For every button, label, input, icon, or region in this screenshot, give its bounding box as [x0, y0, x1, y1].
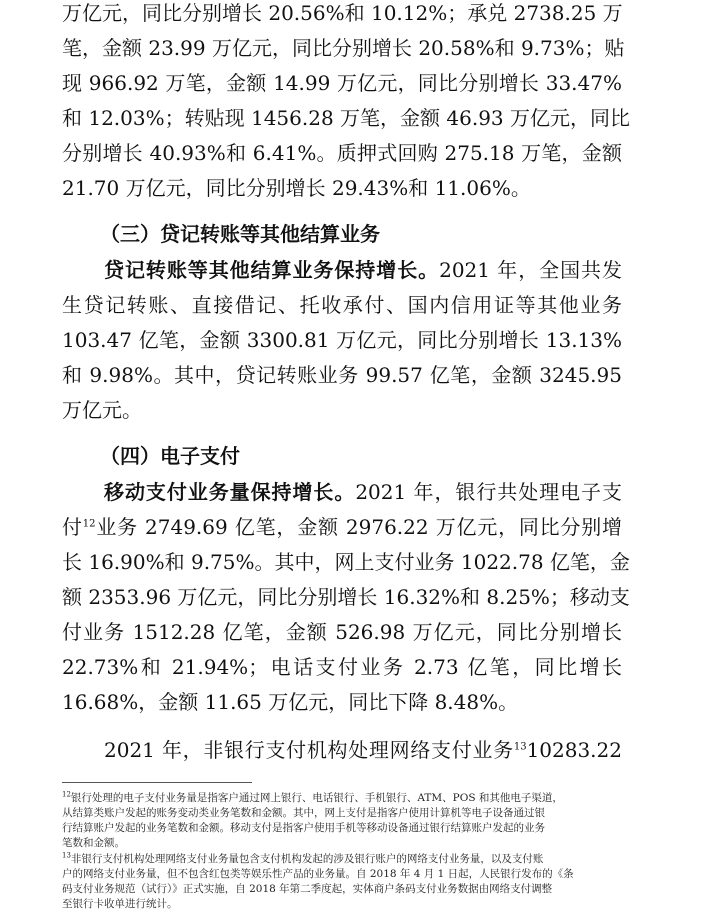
footnote-13-line: 码支付业务规范（试行）》正式实施，自 2018 年第二季度起，实体商户条码支付业务数据由网络支付调整	[62, 883, 553, 895]
body-line: 和 9.98%。其中，贷记转账业务 99.57 亿笔，金额 3245.95	[62, 363, 622, 387]
body-line: 16.68%，金额 11.65 万亿元，同比下降 8.48%。	[62, 690, 519, 714]
body-line: 分别增长 40.93%和 6.41%。质押式回购 275.18 万笔，金额	[62, 141, 622, 165]
paragraph-first-line	[104, 480, 622, 504]
body-line: 付业务 1512.28 亿笔，金额 526.98 万亿元，同比分别增长	[62, 620, 622, 644]
paragraph-text: 2021 年，银行共处理电子支	[355, 480, 622, 504]
body-line: 长 16.90%和 9.75%。其中，网上支付业务 1022.78 亿笔，金	[62, 550, 630, 574]
footnote-12-line	[62, 791, 617, 806]
paragraph-first-line	[104, 258, 622, 282]
body-line: 笔，金额 23.99 万亿元，同比分别增长 20.58%和 9.73%；贴	[62, 36, 625, 60]
body-line	[62, 515, 622, 539]
footnote-text: 非银行支付机构处理网络支付业务量包含支付机构发起的涉及银行账户的网络支付业务量，以及支付账	[70, 853, 544, 865]
paragraph-text: 2021 年，全国共发	[439, 258, 623, 282]
body-line: 生贷记转账、直接借记、托收承付、国内信用证等其他业务	[62, 293, 622, 317]
paragraph-lead: 移动支付业务量保持增长。	[104, 480, 356, 504]
body-line: 万亿元，同比分别增长 20.56%和 10.12%；承兑 2738.25 万	[62, 1, 623, 25]
footnote-13-line	[62, 852, 617, 867]
body-line: 额 2353.96 万亿元，同比分别增长 16.32%和 8.25%；移动支	[62, 585, 630, 609]
body-line: 21.70 万亿元，同比分别增长 29.43%和 11.06%。	[62, 176, 531, 200]
footnote-13-line: 至银行卡收单进行统计。	[62, 898, 178, 910]
footnote-12-line: 行结算账户发起的业务笔数和金额。移动支付是指客户使用手机等移动设备通过银行结算账户发起的业务	[62, 822, 545, 834]
paragraph-text: 业务 2749.69 亿笔，金额 2976.22 万亿元，同比分别增	[95, 515, 623, 539]
footnote-ref-12[interactable]: 12	[82, 518, 96, 530]
body-line: 103.47 亿笔，金额 3300.81 万亿元，同比分别增长 13.13%	[62, 328, 622, 352]
body-line: 现 966.92 万笔，金额 14.99 万亿元，同比分别增长 33.47%	[62, 71, 622, 95]
paragraph-first-line	[104, 738, 622, 762]
footnote-12-line: 笔数和金额。	[62, 837, 125, 849]
footnote-number: 12	[62, 790, 71, 799]
footnote-ref-13[interactable]: 13	[513, 741, 527, 753]
footnote-12-line: 从结算类账户发起的账务变动类业务笔数和金额。其中，网上支付是指客户使用计算机等电子设备通过银	[62, 807, 545, 819]
paragraph-text: 2021 年，非银行支付机构处理网络支付业务	[104, 738, 514, 762]
body-line: 和 12.03%；转贴现 1456.28 万笔，金额 46.93 万亿元，同比	[62, 106, 631, 130]
paragraph-text: 付	[62, 515, 83, 539]
section-heading-4: （四）电子支付	[100, 444, 240, 468]
footnote-13-line: 户的网络支付业务量，但不包含红包类等娱乐性产品的业务量。自 2018 年 4 月 1 日起，人民银行发布的《条	[62, 868, 574, 880]
paragraph-lead: 贷记转账等其他结算业务保持增长。	[104, 258, 440, 282]
footnote-text: 银行处理的电子支付业务量是指客户通过网上银行、电话银行、手机银行、ATM、POS 和其他电子渠道，	[70, 792, 563, 804]
body-line: 22.73%和 21.94%；电话支付业务 2.73 亿笔，同比增长	[62, 655, 622, 679]
paragraph-text: 10283.22	[526, 738, 622, 762]
footnote-divider	[62, 782, 252, 783]
section-heading-3: （三）贷记转账等其他结算业务	[100, 222, 380, 246]
body-line: 万亿元。	[62, 398, 142, 422]
footnote-number: 13	[62, 851, 71, 860]
